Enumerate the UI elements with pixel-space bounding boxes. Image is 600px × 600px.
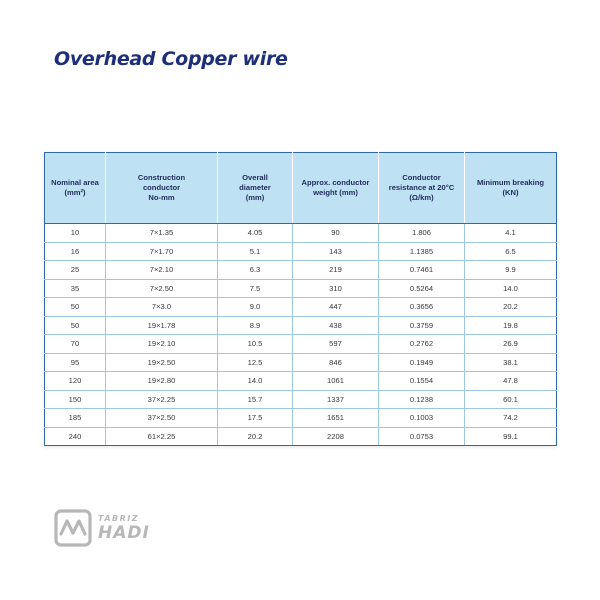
column-header [45,153,106,224]
table-cell: 8.9 [218,316,293,335]
column-header-line: Conductor [402,173,441,183]
table-cell: 0.1554 [379,372,465,391]
table-cell: 17.5 [218,409,293,428]
table-cell: 7×1.70 [106,242,218,261]
table-cell: 7×3.0 [106,298,218,317]
table-cell: 219 [293,261,379,280]
table-cell: 19.8 [465,316,557,335]
table-cell: 0.3759 [379,316,465,335]
column-header [293,153,379,224]
table-cell: 14.0 [465,279,557,298]
table-cell: 74.2 [465,409,557,428]
table-cell: 99.1 [465,427,557,446]
table-cell: 150 [45,390,106,409]
table-cell: 20.2 [465,298,557,317]
table-cell: 1337 [293,390,379,409]
table-row [45,372,557,391]
table-cell: 447 [293,298,379,317]
table-cell: 37×2.50 [106,409,218,428]
table-row [45,261,557,280]
table-cell: 7×1.35 [106,224,218,243]
table-row [45,353,557,372]
table-cell: 70 [45,335,106,354]
table-cell: 15.7 [218,390,293,409]
column-header-line: (Ω/km) [409,192,434,202]
table-cell: 438 [293,316,379,335]
column-header-line: (mm) [245,192,265,202]
table-cell: 16 [45,242,106,261]
table-cell: 0.0753 [379,427,465,446]
table-cell: 47.8 [465,372,557,391]
column-header [106,153,218,224]
table-cell: 597 [293,335,379,354]
header-row [45,153,557,224]
table-cell: 143 [293,242,379,261]
table-cell: 50 [45,298,106,317]
column-header-line: Minimum breaking [476,178,545,188]
table-cell: 846 [293,353,379,372]
table-cell: 35 [45,279,106,298]
table-row [45,316,557,335]
table-row [45,279,557,298]
table-cell: 1.806 [379,224,465,243]
table-cell: 19×2.10 [106,335,218,354]
logo-text-line2: HADI [98,523,150,543]
column-header-line: weight (mm) [313,188,358,197]
spec-table-container [44,152,556,446]
table-cell: 2208 [293,427,379,446]
table-cell: 4.05 [218,224,293,243]
table-cell: 1061 [293,372,379,391]
column-header-line: diameter [239,183,271,193]
column-header-line: No-mm [148,192,175,202]
table-cell: 120 [45,372,106,391]
logo-text [98,513,150,543]
table-cell: 185 [45,409,106,428]
column-header-line: conductor [142,183,181,193]
column-header-line: Construction [137,173,186,183]
table-row [45,390,557,409]
table-row [45,224,557,243]
table-cell: 0.2762 [379,335,465,354]
logo-text-line1: TABRIZ [98,514,140,523]
page-title: Overhead Copper wire [54,48,288,70]
table-row [45,335,557,354]
column-header [465,153,557,224]
table-cell: 14.0 [218,372,293,391]
table-cell: 1.1385 [379,242,465,261]
table-cell: 240 [45,427,106,446]
table-cell: 6.3 [218,261,293,280]
table-cell: 19×2.50 [106,353,218,372]
spec-table [44,152,557,446]
table-cell: 10.5 [218,335,293,354]
table-cell: 61×2.25 [106,427,218,446]
table-cell: 95 [45,353,106,372]
table-cell: 7×2.50 [106,279,218,298]
table-cell: 0.1003 [379,409,465,428]
table-cell: 26.9 [465,335,557,354]
table-cell: 19×2.80 [106,372,218,391]
table-cell: 0.1238 [379,390,465,409]
table-cell: 4.1 [465,224,557,243]
table-cell: 37×2.25 [106,390,218,409]
table-cell: 7×2.10 [106,261,218,280]
table-cell: 9.9 [465,261,557,280]
table-cell: 19×1.78 [106,316,218,335]
table-row [45,409,557,428]
table-cell: 20.2 [218,427,293,446]
column-header-line: Nominal area [51,178,99,188]
table-cell: 310 [293,279,379,298]
table-cell: 6.5 [465,242,557,261]
table-cell: 10 [45,224,106,243]
table-cell: 0.1949 [379,353,465,372]
table-cell: 1651 [293,409,379,428]
table-cell: 9.0 [218,298,293,317]
table-cell: 50 [45,316,106,335]
table-cell: 60.1 [465,390,557,409]
column-header-line: (mm²) [64,188,86,197]
table-cell: 5.1 [218,242,293,261]
table-row [45,427,557,446]
column-header-line: (KN) [502,188,519,197]
table-row [45,298,557,317]
table-cell: 0.5264 [379,279,465,298]
table-header [45,153,557,224]
table-cell: 0.7461 [379,261,465,280]
table-cell: 38.1 [465,353,557,372]
table-cell: 0.3656 [379,298,465,317]
table-cell: 25 [45,261,106,280]
column-header-line: Approx. conductor [301,178,370,188]
column-header [218,153,293,224]
table-cell: 7.5 [218,279,293,298]
table-cell: 12.5 [218,353,293,372]
table-cell: 90 [293,224,379,243]
company-logo [54,508,150,548]
column-header-line: Overall [242,173,268,183]
table-body [45,224,557,446]
column-header-line: resistance at 20°C [388,183,455,193]
tabriz-hadi-logo-icon [54,509,92,547]
column-header [379,153,465,224]
table-row [45,242,557,261]
